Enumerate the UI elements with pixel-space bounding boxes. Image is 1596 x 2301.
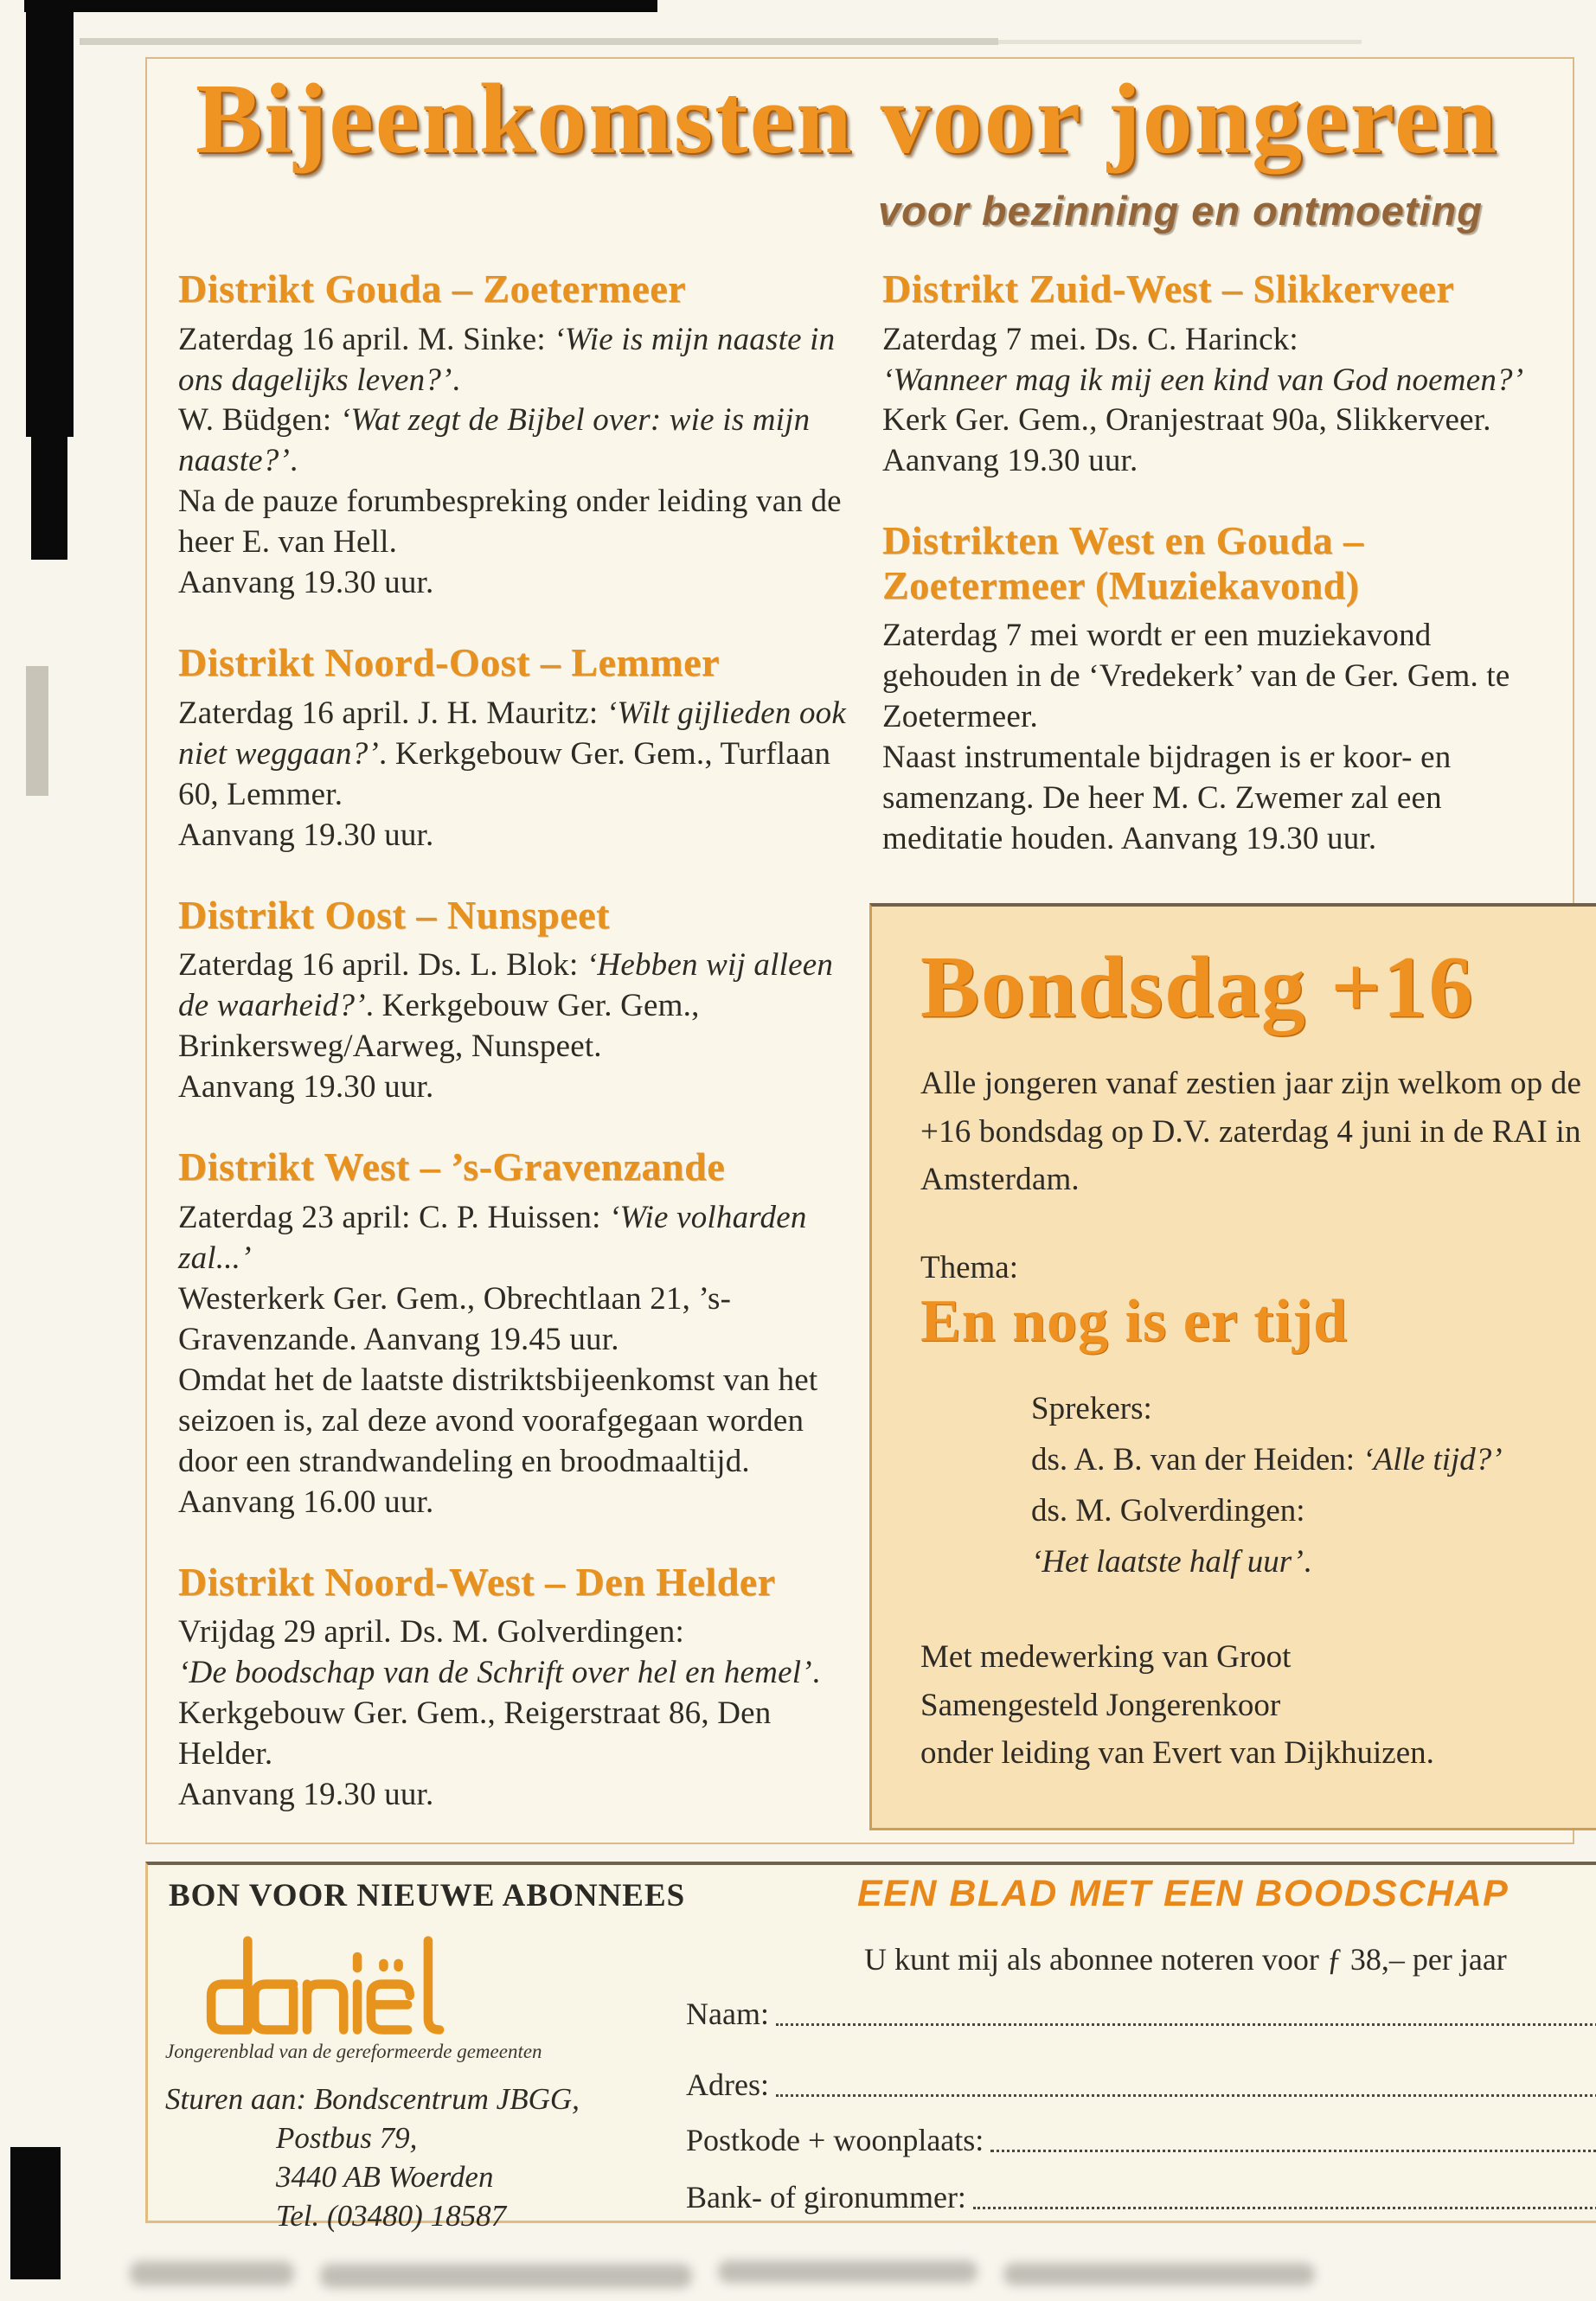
italic-text: ‘De boodschap van de Schrift over hel en hemel’	[178, 1655, 812, 1691]
paragraph	[1031, 1389, 1584, 1430]
text: ds. A. B. van der Heiden:	[1031, 1442, 1363, 1478]
scan-artifact-top-bar	[24, 0, 657, 12]
district-section-noord-oost-lemmer	[178, 640, 870, 856]
subscribe-line: U kunt mij als abonnee noteren voor ƒ 38,– per jaar	[864, 1942, 1507, 1977]
paragraph	[178, 694, 870, 816]
text: Zaterdag 7 mei. Ds. C. Harinck:	[882, 321, 1298, 357]
italic-text: ‘Het laatste half uur’	[1031, 1544, 1304, 1580]
paragraph	[178, 1694, 870, 1775]
district-section-west-gravenzande	[178, 1144, 870, 1522]
italic-text: ‘Wie is mijn naaste in ons dagelijks leven?’	[178, 321, 836, 398]
district-body	[178, 694, 870, 856]
scan-artifact-bottom-strip	[10, 2147, 61, 2279]
thema-label: Thema:	[920, 1249, 1019, 1285]
field-label-adres: Adres:	[686, 2067, 769, 2102]
dotted-fill-line	[776, 2093, 1596, 2097]
text: ds. M. Golverdingen:	[1031, 1493, 1305, 1529]
text: Tel. (03480) 18587	[276, 2199, 507, 2234]
scan-artifact-page-edge	[998, 40, 1362, 44]
text: Zaterdag 16 april. J. H. Mauritz:	[178, 695, 606, 731]
bondsdag-title: Bondsdag +16	[920, 939, 1475, 1036]
paragraph	[178, 482, 870, 563]
left-column	[178, 266, 870, 1816]
paragraph	[1031, 1542, 1584, 1583]
paragraph	[1031, 1440, 1584, 1481]
paragraph	[178, 816, 870, 856]
form-row-postkode	[686, 2123, 1596, 2158]
paragraph	[882, 616, 1555, 738]
district-body	[178, 1612, 870, 1816]
form-row-banknummer	[686, 2180, 1596, 2215]
paragraph	[882, 361, 1555, 483]
paragraph	[178, 401, 870, 482]
italic-text: ‘Alle tijd?’	[1362, 1442, 1503, 1478]
paragraph	[1031, 1491, 1584, 1532]
text: Zaterdag 16 april. Ds. L. Blok:	[178, 947, 586, 984]
district-heading: Distrikt Noord-West – Den Helder	[178, 1559, 776, 1604]
district-heading: Distrikt West – ’s-Gravenzande	[178, 1144, 726, 1189]
text: Aanvang 19.30 uur.	[178, 817, 434, 853]
district-heading: Distrikten West en Gouda – Zoetermeer (Muziekavond)	[882, 518, 1364, 607]
text: Zaterdag 16 april. M. Sinke:	[178, 321, 554, 357]
text: . Kerkgebouw Ger. Gem., Turflaan 60, Lemmer.	[178, 735, 831, 812]
daniel-magazine-logo	[193, 1922, 478, 2048]
district-section-gouda-zoetermeer	[178, 266, 870, 604]
text: Samengesteld Jongerenkoor	[920, 1687, 1281, 1723]
district-body	[882, 320, 1555, 483]
paragraph	[920, 1682, 1584, 1730]
text: Postbus 79,	[276, 2121, 418, 2156]
scan-artifact-left-strip	[26, 0, 74, 437]
text: 3440 AB Woerden	[276, 2160, 494, 2195]
paragraph	[178, 1612, 870, 1653]
speakers-list	[1031, 1389, 1584, 1583]
text: Zaterdag 23 april: C. P. Huissen:	[178, 1199, 610, 1235]
logo-tagline: Jongerenblad van de gereformeerde gemeenten	[165, 2041, 542, 2062]
district-section-noord-west-den-helder	[178, 1560, 870, 1816]
bondsdag-panel	[869, 903, 1596, 1830]
paragraph	[276, 2118, 580, 2157]
field-label-banknummer: Bank- of gironummer:	[686, 2180, 966, 2214]
dotted-fill-line	[973, 2206, 1596, 2209]
form-row-naam	[686, 1997, 1596, 2032]
italic-text: ‘Wie volharden zal...’	[178, 1199, 807, 1276]
italic-text: ‘Hebben wij alleen de waarheid?’	[178, 947, 834, 1024]
page-subtitle: voor bezinning en ontmoeting	[878, 188, 1484, 234]
text: W. Büdgen:	[178, 402, 340, 439]
scan-ghost-text	[320, 2264, 692, 2288]
text: Aanvang 19.30 uur.	[178, 565, 434, 601]
right-column	[882, 266, 1555, 860]
district-heading: Distrikt Oost – Nunspeet	[178, 892, 610, 937]
text: Aanvang 19.30 uur.	[178, 1777, 434, 1813]
scan-artifact-left-strip	[31, 437, 67, 560]
text: Met medewerking van Groot	[920, 1639, 1292, 1676]
text: Aanvang 19.30 uur.	[178, 1069, 434, 1106]
paragraph	[178, 1361, 870, 1523]
text: .	[1303, 1544, 1312, 1580]
paragraph	[178, 1775, 870, 1816]
text: .	[290, 443, 298, 479]
coupon-heading: BON VOOR NIEUWE ABONNEES	[169, 1878, 686, 1913]
text: Zaterdag 7 mei wordt er een muziekavond gehouden in de ‘Vredekerk’ van de Ger. Gem. te Zoetermeer.	[882, 618, 1510, 735]
district-body	[178, 1198, 870, 1523]
district-section-oost-nunspeet	[178, 893, 870, 1108]
district-section-muziekavond	[882, 518, 1555, 860]
form-row-adres	[686, 2067, 1596, 2103]
text: . Kerkgebouw Ger. Gem., Brinkersweg/Aarweg, Nunspeet.	[178, 988, 700, 1065]
district-body	[178, 320, 870, 605]
meetings-article-panel	[145, 57, 1582, 1844]
paragraph	[882, 738, 1555, 860]
district-heading: Distrikt Gouda – Zoetermeer	[178, 266, 687, 311]
scan-ghost-text	[130, 2261, 294, 2285]
scan-ghost-text	[1003, 2263, 1315, 2285]
scan-artifact-left-mark	[26, 666, 48, 796]
district-heading: Distrikt Zuid-West – Slikkerveer	[882, 266, 1455, 311]
bondsdag-footer	[920, 1633, 1584, 1778]
field-label-postkode: Postkode + woonplaats:	[686, 2123, 984, 2157]
paragraph	[178, 1653, 870, 1694]
dotted-fill-line	[776, 2022, 1596, 2026]
paragraph	[178, 1279, 870, 1361]
paragraph	[178, 1198, 870, 1279]
paragraph	[920, 1633, 1584, 1682]
text: .	[811, 1655, 821, 1691]
paragraph	[178, 945, 870, 1067]
subscription-coupon-panel	[145, 1862, 1596, 2234]
paragraph	[276, 2157, 580, 2196]
text: Na de pauze forumbespreking onder leiding van de heer E. van Hell.	[178, 484, 842, 561]
paragraph	[178, 563, 870, 604]
paragraph	[165, 2080, 580, 2118]
district-section-zuid-west-slikkerveer	[882, 266, 1555, 482]
paragraph	[178, 1067, 870, 1108]
district-body	[882, 616, 1555, 860]
paragraph	[920, 1729, 1584, 1778]
text: Westerkerk Ger. Gem., Obrechtlaan 21, ’s-Gravenzande. Aanvang 19.45 uur.	[178, 1280, 732, 1357]
paragraph	[882, 320, 1555, 361]
text: Sprekers:	[1031, 1391, 1152, 1427]
district-body	[178, 945, 870, 1108]
paragraph	[178, 320, 870, 401]
text: Kerk Ger. Gem., Oranjestraat 90a, Slikkerveer. Aanvang 19.30 uur.	[882, 402, 1491, 479]
scan-artifact-page-edge	[80, 38, 998, 45]
district-heading: Distrikt Noord-Oost – Lemmer	[178, 640, 720, 685]
italic-text: ‘Wilt gijlieden ook niet weggaan?’	[178, 695, 846, 772]
text: Kerkgebouw Ger. Gem., Reigerstraat 86, Den Helder.	[178, 1695, 772, 1772]
scan-ghost-text	[718, 2260, 977, 2283]
paragraph	[276, 2196, 580, 2235]
text: Alle jongeren vanaf zestien jaar zijn welkom op de +16 bondsdag op D.V. zaterdag 4 juni in de RAI in Amsterdam.	[920, 1066, 1582, 1198]
text: Naast instrumentale bijdragen is er koor- en samenzang. De heer M. C. Zwemer zal een meditatie houden. Aanvang 19.30 uur.	[882, 740, 1452, 857]
italic-text: ‘Wanneer mag ik mij een kind van God noemen?’	[882, 362, 1524, 398]
coupon-slogan: EEN BLAD MET EEN BOODSCHAP	[857, 1873, 1509, 1914]
text: .	[452, 362, 461, 398]
dotted-fill-line	[990, 2149, 1596, 2152]
field-label-naam: Naam:	[686, 1997, 769, 2031]
send-to-address	[165, 2080, 580, 2236]
page-title: Bijeenkomsten voor jongeren	[195, 64, 1499, 175]
text: onder leiding van Evert van Dijkhuizen.	[920, 1735, 1434, 1772]
text: Omdat het de laatste distriktsbijeenkomst van het seizoen is, zal deze avond voorafgegaan worden door een strandwandeling en broodmaaltijd. Aanvang 16.00 uur.	[178, 1362, 818, 1520]
text: Sturen aan: Bondscentrum JBGG,	[165, 2082, 580, 2116]
bondsdag-intro	[920, 1060, 1584, 1204]
text: Vrijdag 29 april. Ds. M. Golverdingen:	[178, 1614, 684, 1650]
paragraph	[920, 1060, 1584, 1204]
thema-title: En nog is er tijd	[920, 1287, 1349, 1355]
italic-text: ‘Wat zegt de Bijbel over: wie is mijn naaste?’	[178, 402, 811, 479]
